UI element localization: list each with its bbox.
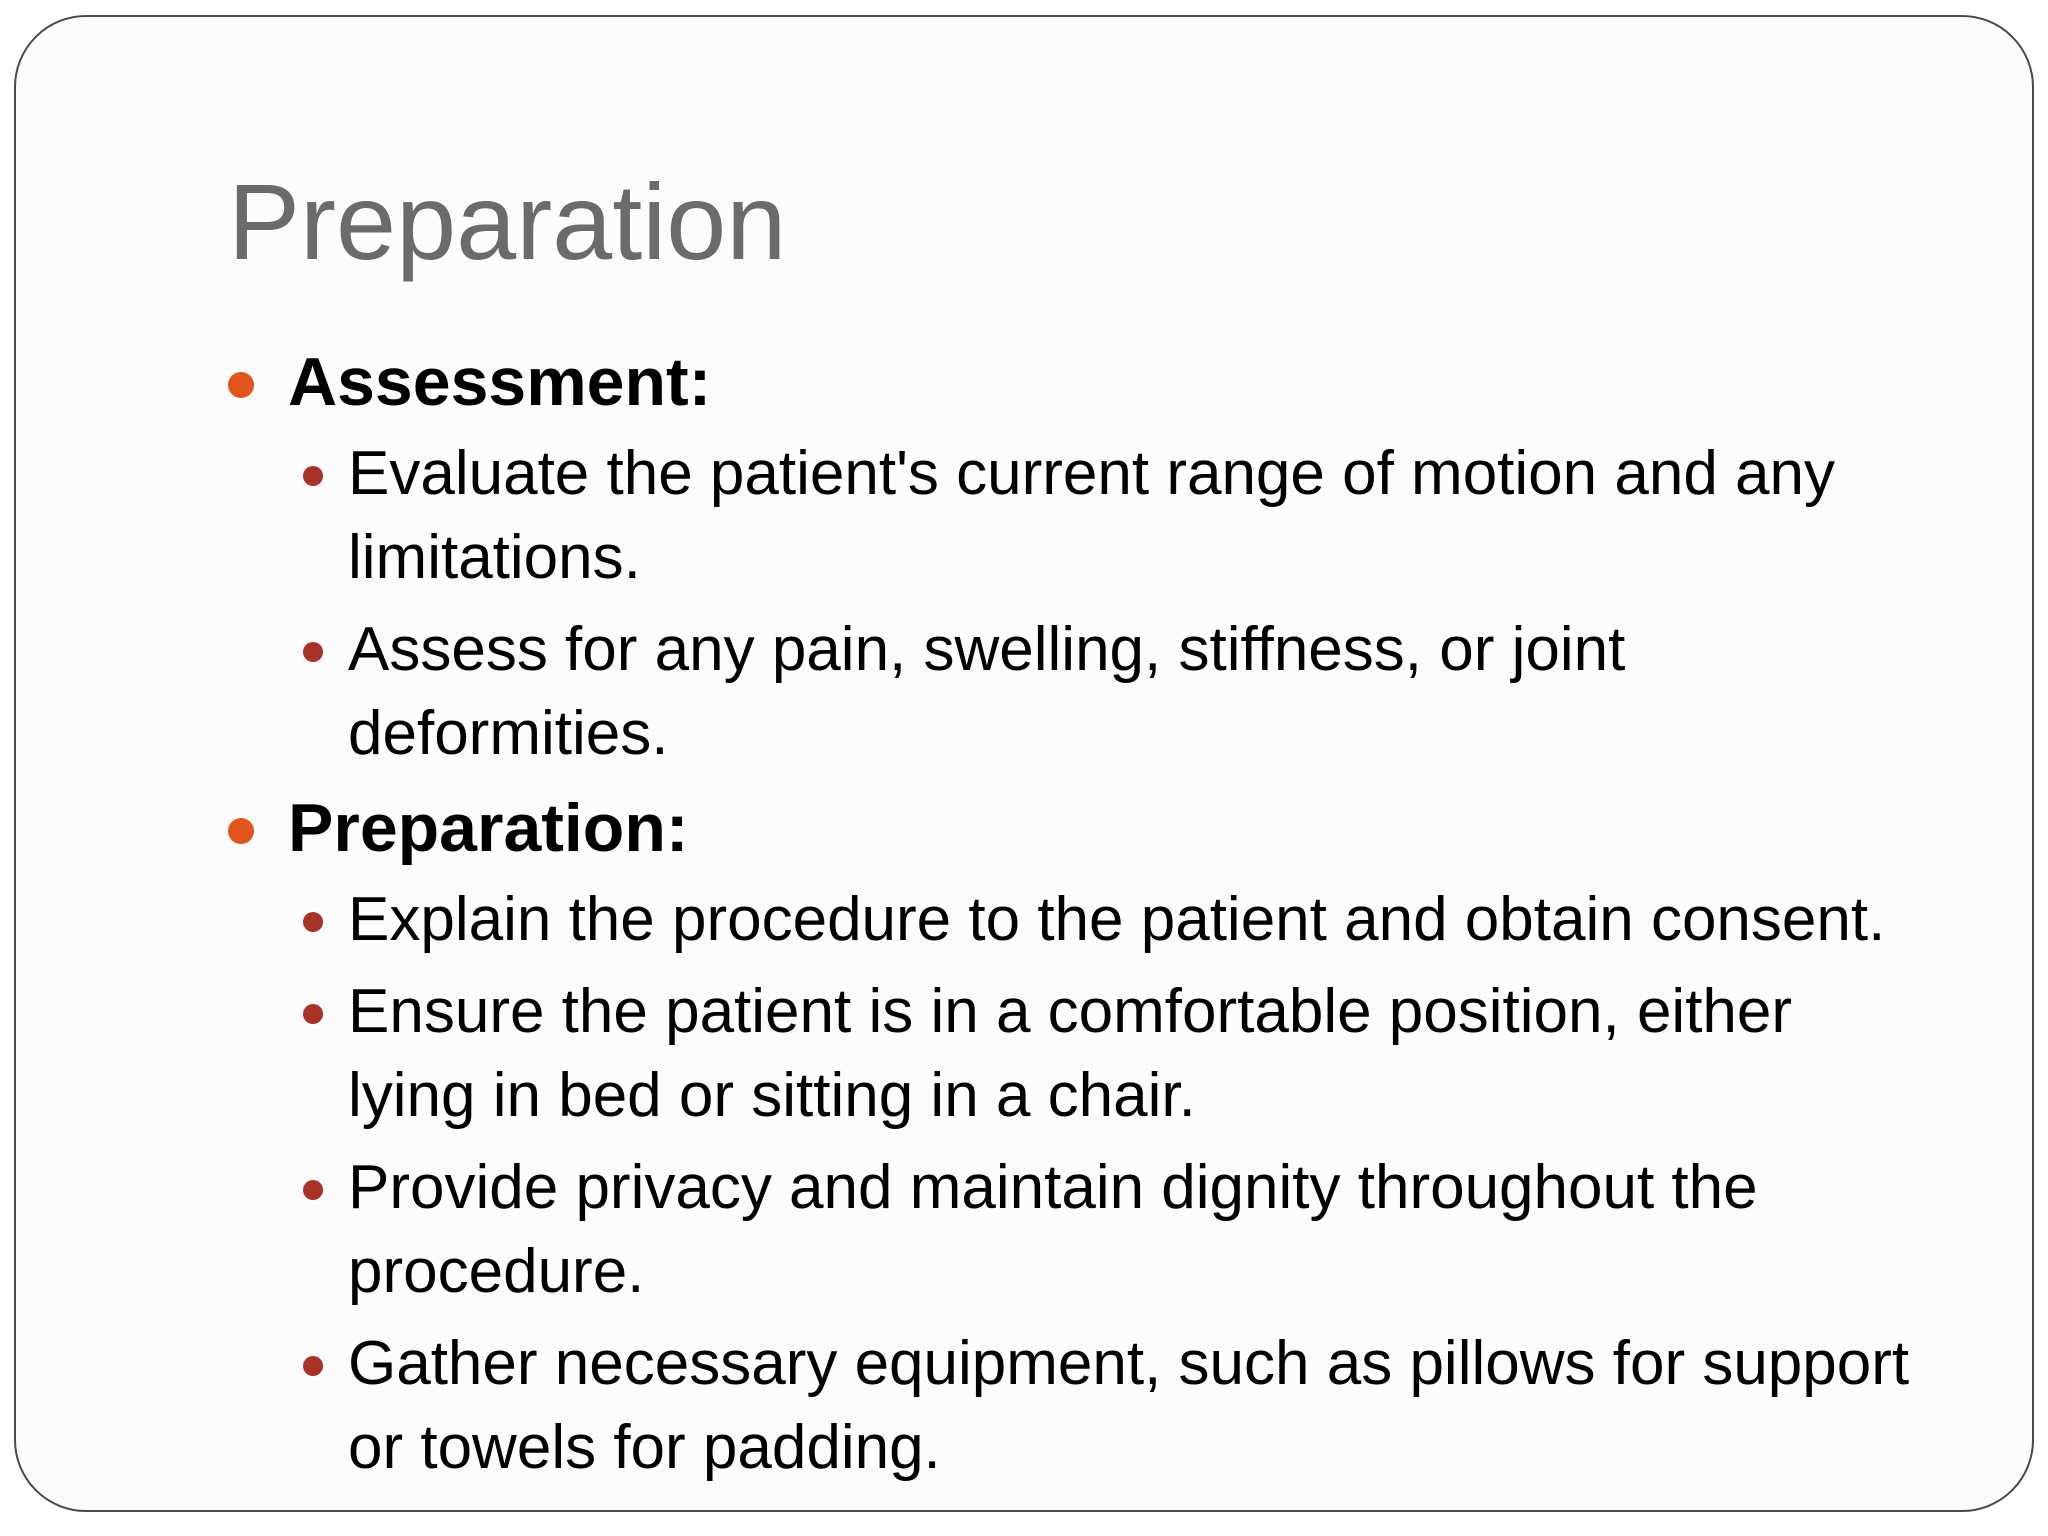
sub-bullet-text: Assess for any pain, swelling, stiffness, or joint deformities. <box>348 615 1626 768</box>
sub-bullet-text: Gather necessary equipment, such as pillows for support or towels for padding. <box>348 1329 1910 1482</box>
orange-bullet-icon <box>228 372 254 398</box>
sub-bullet-item <box>228 608 1928 776</box>
red-bullet-icon <box>303 912 323 932</box>
slide-content <box>228 340 1928 1500</box>
orange-bullet-icon <box>228 818 254 844</box>
red-bullet-icon <box>303 466 323 486</box>
red-bullet-icon <box>303 1180 323 1200</box>
bullet-preparation <box>228 786 1928 870</box>
bullet-heading-preparation: Preparation: <box>288 790 689 866</box>
sub-bullet-item <box>228 1322 1928 1490</box>
sub-bullet-text: Provide privacy and maintain dignity throughout the procedure. <box>348 1153 1758 1306</box>
sub-bullet-text: Explain the procedure to the patient and obtain consent. <box>348 885 1886 954</box>
red-bullet-icon <box>303 642 323 662</box>
bullet-assessment <box>228 340 1928 424</box>
assessment-sublist <box>228 432 1928 776</box>
bullet-heading-assessment: Assessment: <box>288 344 712 420</box>
sub-bullet-item <box>228 970 1928 1138</box>
sub-bullet-text: Evaluate the patient's current range of motion and any limitations. <box>348 439 1836 592</box>
sub-bullet-text: Ensure the patient is in a comfortable position, either lying in bed or sitting in a chair. <box>348 977 1793 1130</box>
slide-title: Preparation <box>228 161 787 282</box>
sub-bullet-item <box>228 878 1928 962</box>
sub-bullet-item <box>228 432 1928 600</box>
preparation-sublist <box>228 878 1928 1490</box>
red-bullet-icon <box>303 1004 323 1024</box>
red-bullet-icon <box>303 1356 323 1376</box>
sub-bullet-item <box>228 1146 1928 1314</box>
